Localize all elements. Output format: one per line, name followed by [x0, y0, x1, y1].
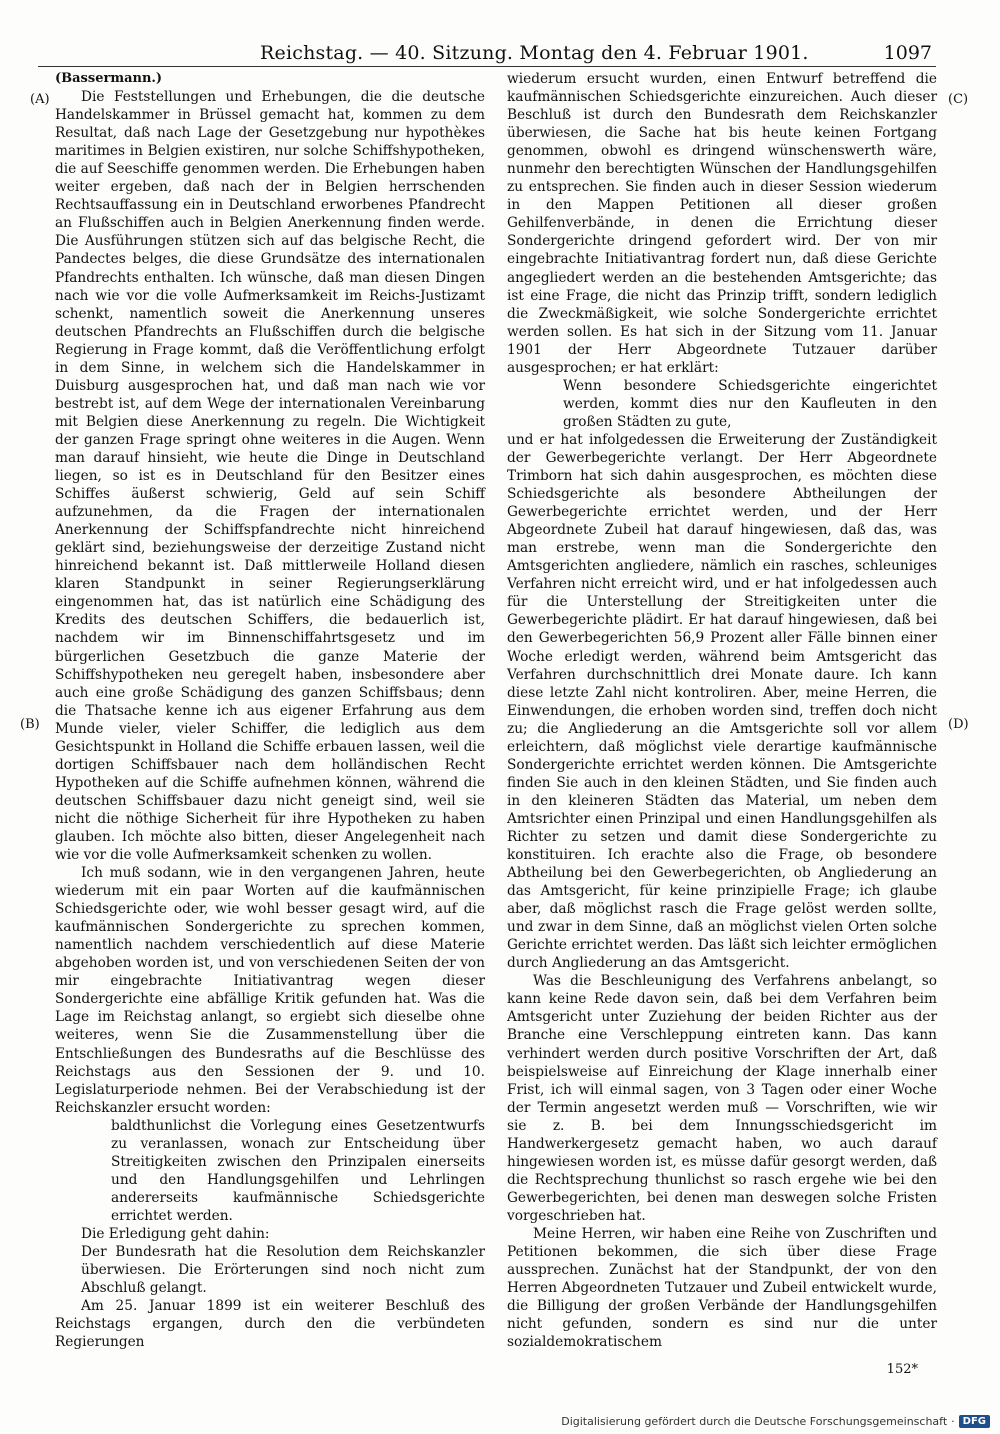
block-quote: baldthunlichst die Vorlegung eines Gesetzentwurfs zu veranlassen, wonach zur Entscheidung über Streitigkeiten zwischen den Prinzipalen einerseits und den Handlungsgehilfen und Lehrlingen andererseits kaufmännische Schiedsgerichte errichtet werden.	[111, 1117, 485, 1224]
margin-marker-c: (C)	[948, 92, 969, 107]
right-column	[507, 70, 937, 1351]
footer-credit-text: Digitalisierung gefördert durch die Deutsche Forschungsgemeinschaft	[561, 1415, 948, 1428]
block-quote: Der Bundesrath hat die Resolution dem Reichskanzler überwiesen. Die Erörterungen sind noch nicht zum Abschluß gelangt.	[81, 1244, 485, 1297]
running-title: Reichstag. — 40. Sitzung. Montag den 4. Februar 1901.	[260, 42, 809, 64]
speaker-name: (Bassermann.)	[55, 71, 163, 86]
margin-marker-b: (B)	[20, 717, 40, 732]
paragraph: Ich muß sodann, wie in den vergangenen Jahren, heute wiederum mit ein paar Worten auf die kaufmännischen Schiedsgerichte oder, wie wohl besser gesagt wird, auf die kaufmännischen Sondergerichte zu sprechen kommen, namentlich nachdem verschiedentlich auf diese Materie abgehoben worden ist, und von verschiedenen Seiten der von mir eingebrachte Initiativantrag wegen dieser Sondergerichte eine abfällige Kritik gefunden hat. Was die Lage im Reichstag anlangt, so ergiebt sich dieselbe ohne weiteres, wenn Sie die Zusammenstellung über die Entschließungen des Bundesraths auf die Beschlüsse des Reichstags aus den Sessionen der 9. und 10. Legislaturperiode nehmen. Bei der Verabschiedung ist der Reichskanzler ersucht worden:	[55, 865, 485, 1116]
paragraph: Meine Herren, wir haben eine Reihe von Zuschriften und Petitionen bekommen, die sich über diese Frage aussprechen. Zunächst hat der Standpunkt, der von den Herren Abgeordneten Tutzauer und Zubeil entwickelt wurde, die Billigung der großen Verbände der Handlungsgehilfen nicht gefunden, sondern es sind nur die unter sozialdemokratischem	[507, 1226, 937, 1351]
footer-separator: ·	[951, 1415, 955, 1428]
paragraph: Die Feststellungen und Erhebungen, die die deutsche Handelskammer in Brüssel gemacht hat, kommen zu dem Resultat, daß nach Lage der Gesetzgebung nur hypothèkes maritimes in Belgien existiren, nur solche Schiffshypotheken, die auf Seeschiffe genommen werden. Die Erhebungen haben weiter ergeben, daß nach der in Belgien herrschenden Rechtsauffassung ein in Deutschland erworbenes Pfandrecht an Flußschiffen auch in Belgien Anerkennung finden werde. Die Ausführungen stützen sich auf das belgische Recht, die Pandectes belges, die diese Grundsätze des internationalen Pfandrechts enthalten. Ich wünsche, daß man diesen Dingen nach wie vor die volle Aufmerksamkeit im Reichs-Justizamt schenkt, namentlich soweit die Anerkennung unseres deutschen Pfandrechts an Flußschiffen durch die belgische Regierung in Frage kommt, daß die Veröffentlichung erfolgt in dem Sinne, in welchem sich die Handelskammer in Duisburg ausgesprochen hat, und daß man nach wie vor bestrebt ist, auf dem Wege der internationalen Vereinbarung mit Belgien diese Anerkennung zu regeln. Die Wichtigkeit der ganzen Frage springt ohne weiteres in die Augen. Wenn man darauf hinsieht, wie heute die Dinge in Deutschland liegen, so ist es in Deutschland für den Besitzer eines Schiffes äußerst schwierig, Geld auf sein Schiff aufzunehmen, da die Fragen der internationalen Anerkennung der Schiffspfandrechte nicht hinreichend geklärt sind, beziehungsweise der derzeitige Zustand nicht hinreichend bekannt ist. Daß mittlerweile Holland diesen klaren Standpunkt in seiner Regierungserklärung eingenommen hat, das ist natürlich eine Schädigung des Kredits des deutschen Schiffers, die bedauerlich ist, nachdem wir im Binnenschiffahrtsgesetz und im bürgerlichen Gesetzbuch die ganze Materie der Schiffshypotheken neu geregelt haben, insbesondere aber auch eine große Schädigung des ganzen Schiffsbaus; denn die Thatsache kenne ich aus eigener Erfahrung aus dem Munde vieler, vieler Schiffer, die lediglich aus dem Gesichtspunkt in Holland die Schiffe erbauen lassen, weil die dortigen Schiffsbauer nach dem holländischen Recht Hypotheken auf die Schiffe aufnehmen können, während die deutschen Schiffsbauer dazu nicht geneigt sind, weil sie nicht die nöthige Sicherheit für ihre Hypotheken zu haben glauben. Ich möchte also bitten, dieser Angelegenheit nach wie vor die volle Aufmerksamkeit schenken zu wollen.	[55, 89, 485, 864]
sheet-signature: 152*	[886, 1362, 918, 1377]
paragraph: Die Erledigung geht dahin:	[81, 1226, 270, 1242]
paragraph: Was die Beschleunigung des Verfahrens anbelangt, so kann keine Rede davon sein, daß bei dem Verfahren beim Amtsgericht unter Zuziehung der beiden Richter aus der Branche eine Verschleppung eintreten kann. Das kann verhindert werden durch positive Vorschriften der Art, daß beispielsweise auf Einreichung der Klage innerhalb einer Frist, ich will einmal sagen, von 3 Tagen oder einer Woche der Termin angesetzt werden muß — Vorschriften, wie wir sie z. B. bei dem Innungsschiedsgericht im Handwerkergesetz gemacht haben, wo auch darauf hingewiesen worden ist, es müsse dafür gesorgt werden, daß die Rechtsprechung thunlichst so rasch ergehe wie bei den Gewerbegerichten, bei denen man deswegen solche Fristen vorgeschrieben hat.	[507, 973, 937, 1224]
paragraph: wiederum ersucht wurden, einen Entwurf betreffend die kaufmännischen Schiedsgerichte einzureichen. Auch dieser Beschluß ist durch den Bundesrath dem Reichskanzler überwiesen, die Sache hat bis heute keinen Fortgang genommen, obwohl es dringend wünschenswerth wäre, nunmehr den berechtigten Wünschen der Handlungsgehilfen zu entsprechen. Sie finden auch in dieser Session wiederum in den Mappen Petitionen all dieser großen Gehilfenverbände, in denen die Errichtung dieser Sondergerichte dringend gefordert wird. Der von mir eingebrachte Initiativantrag fordert nun, daß diese Gerichte angegliedert werden an die bestehenden Amtsgerichte; das ist eine Frage, die nicht das Prinzip trifft, sondern lediglich die Zweckmäßigkeit, wie solche Sondergerichte errichtet werden sollen. Es hat sich in der Sitzung vom 11. Januar 1901 der Herr Abgeordnete Tutzauer darüber ausgesprochen; er hat erklärt:	[507, 71, 937, 376]
margin-marker-d: (D)	[948, 717, 969, 732]
paragraph: und er hat infolgedessen die Erweiterung der Zuständigkeit der Gewerbegerichte verlangt. Der Herr Abgeordnete Trimborn hat sich dahin ausgesprochen, es möchten diese Schiedsgerichte als besondere Abtheilungen der Gewerbegerichte errichtet werden, und der Herr Abgeordnete Zubeil hat darauf hingewiesen, daß das, was man erstrebe, wenn man die Sondergerichte den Amtsgerichten angliedere, nämlich ein rasches, schleuniges Verfahren nicht erreicht wird, und er hat infolgedessen auch für die Unterstellung der Streitigkeiten unter die Gewerbegerichte plädirt. Er hat darauf hingewiesen, daß bei den Gewerbegerichten 56,9 Prozent aller Fälle binnen einer Woche erledigt werden, während beim Amtsgericht das Verfahren durchschnittlich drei Monate daure. Ich kann diese letzte Zahl nicht kontroliren. Aber, meine Herren, die Einwendungen, die erhoben worden sind, treffen doch nicht zu; die Angliederung an die Amtsgerichte soll vor allem erleichtern, daß möglichst viele derartige kaufmännische Sondergerichte errichtet werden können. Die Amtsgerichte finden Sie auch in den kleinen Städten, und Sie finden auch in den kleineren Städten das Material, um neben dem Amtsrichter einen Prinzipal und einen Handlungsgehilfen als Richter zu setzen und damit diese Sondergerichte zu konstituiren. Ich erachte also die Frage, ob besondere Abtheilung bei den Gewerbegerichten, ob Angliederung an das Amtsgericht, für keine prinzipielle Frage; ich glaube aber, daß möglichst rasch die Frage gelöst werden sollte, und zwar in dem Sinne, daß an möglichst vielen Orten solche Gerichte errichtet werden. Das läßt sich leichter ermöglichen durch Angliederung an das Amtsgericht.	[507, 431, 937, 972]
left-column	[55, 70, 485, 1351]
page-number: 1097	[883, 42, 932, 64]
paragraph: Am 25. Januar 1899 ist ein weiterer Beschluß des Reichstags ergangen, durch den die verbündeten Regierungen	[55, 1298, 485, 1351]
dfg-logo-icon: DFG	[959, 1415, 990, 1428]
header-rule	[38, 66, 936, 67]
footer-credit	[561, 1415, 990, 1428]
margin-marker-a: (A)	[30, 92, 50, 107]
block-quote: Wenn besondere Schiedsgerichte eingerichtet werden, kommt dies nur den Kaufleuten in den großen Städten zu gute,	[563, 377, 937, 430]
